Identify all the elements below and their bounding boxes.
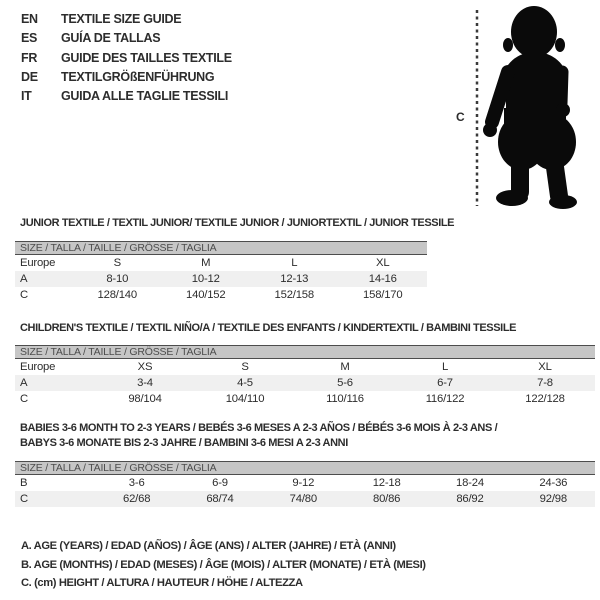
language-row-en	[21, 10, 232, 29]
row-label: C	[20, 289, 28, 301]
table-row-a	[15, 271, 427, 287]
language-label: GUIDA ALLE TAGLIE TESSILI	[61, 89, 229, 104]
size-value: 104/110	[225, 393, 265, 405]
table-row-a	[15, 375, 595, 391]
language-list	[21, 10, 232, 106]
size-value: 12-18	[372, 477, 401, 489]
size-value: 14-16	[368, 273, 397, 285]
language-code: FR	[21, 50, 38, 65]
section-title: JUNIOR TEXTILE / TEXTIL JUNIOR/ TEXTILE JUNIOR / JUNIORTEXTIL / JUNIOR TESSILE	[20, 217, 455, 229]
table-header-row	[15, 359, 595, 375]
language-row-fr	[21, 49, 232, 68]
language-label: TEXTILE SIZE GUIDE	[61, 12, 182, 26]
size-value: 10-12	[191, 273, 220, 285]
size-value: 110/116	[326, 393, 364, 405]
size-value: 86/92	[456, 493, 484, 505]
table-row-c	[15, 287, 427, 303]
section-title: CHILDREN'S TEXTILE / TEXTIL NIÑO/A / TEXTILE DES ENFANTS / KINDERTEXTIL / BAMBINI TESSILE	[20, 322, 517, 334]
size-header-bar: SIZE / TALLA / TAILLE / GRÖSSE / TAGLIA	[15, 345, 595, 359]
section-junior-textile	[15, 216, 455, 303]
size-value: 80/86	[373, 493, 401, 505]
size-value: 152/158	[274, 289, 314, 301]
language-row-es	[21, 29, 232, 48]
size-value: 6-9	[212, 477, 228, 489]
row-label: C	[20, 393, 28, 405]
column-header: XS	[137, 361, 153, 373]
table-header-row	[15, 255, 427, 271]
column-header: XL	[376, 257, 390, 269]
size-value: 4-5	[237, 377, 253, 389]
size-value: 98/104	[128, 393, 162, 405]
size-value: 8-10	[106, 273, 129, 285]
language-label: GUÍA DE TALLAS	[61, 31, 161, 46]
junior-size-table	[15, 241, 427, 303]
size-value: 7-8	[537, 377, 553, 389]
column-header: S	[113, 257, 121, 269]
row-label: A	[20, 377, 28, 389]
size-value: 62/68	[123, 493, 151, 505]
measurement-label-c: C	[456, 110, 465, 124]
table-row-c	[15, 391, 595, 407]
column-header: M	[340, 361, 350, 373]
size-value: 158/170	[363, 289, 403, 301]
row-label: A	[20, 273, 28, 285]
note-c: C. (cm) HEIGHT / ALTURA / HAUTEUR / HÖHE / ALTEZZA	[21, 577, 303, 590]
column-header: Europe	[20, 361, 56, 373]
section-title-line2: BABYS 3-6 MONATE BIS 2-3 JAHRE / BAMBINI 3-6 MESI A 2-3 ANNI	[20, 437, 348, 449]
table-row-b	[15, 475, 595, 491]
baby-silhouette	[483, 6, 577, 209]
column-header: Europe	[20, 257, 56, 269]
column-header: L	[441, 361, 449, 373]
size-value: 3-6	[128, 477, 145, 489]
note-a: A. AGE (YEARS) / EDAD (AÑOS) / ÂGE (ANS) / ALTER (JAHRE) / ETÀ (ANNI)	[21, 540, 396, 552]
language-row-it	[21, 87, 232, 106]
size-value: 9-12	[292, 477, 315, 489]
babies-size-table	[15, 461, 595, 507]
section-babies-textile	[15, 421, 595, 507]
size-value: 18-24	[456, 477, 484, 489]
language-code: ES	[21, 31, 38, 46]
size-value: 12-13	[280, 273, 309, 285]
legend-notes	[21, 537, 426, 593]
language-code: DE	[21, 69, 38, 84]
size-value: 24-36	[539, 477, 568, 489]
size-header-bar: SIZE / TALLA / TAILLE / GRÖSSE / TAGLIA	[15, 461, 595, 475]
size-value: 6-7	[437, 377, 453, 389]
language-code: EN	[21, 12, 38, 26]
table-row-c	[15, 491, 595, 507]
column-header: XL	[538, 361, 552, 373]
language-label: GUIDE DES TAILLES TEXTILE	[61, 50, 232, 65]
size-value: 74/80	[289, 493, 317, 505]
size-header-bar: SIZE / TALLA / TAILLE / GRÖSSE / TAGLIA	[15, 241, 427, 255]
column-header: L	[291, 257, 298, 269]
size-value: 68/74	[206, 493, 234, 505]
column-header: M	[201, 257, 211, 269]
row-label: C	[20, 493, 28, 505]
baby-silhouette-figure	[440, 0, 600, 215]
row-label: B	[20, 477, 28, 489]
language-code: IT	[21, 89, 32, 104]
size-value: 116/122	[425, 393, 465, 405]
size-value: 128/140	[97, 289, 137, 301]
size-value: 140/152	[186, 289, 226, 301]
size-value: 5-6	[337, 377, 353, 389]
size-value: 3-4	[137, 377, 153, 389]
note-b: B. AGE (MONTHS) / EDAD (MESES) / ÂGE (MOIS) / ALTER (MONATE) / ETÀ (MESI)	[21, 558, 426, 571]
section-title: BABIES 3-6 MONTH TO 2-3 YEARS / BEBÉS 3-6 MESES A 2-3 AÑOS / BÉBÉS 3-6 MOIS À 2-3 ANS /	[20, 422, 498, 434]
children-size-table	[15, 345, 595, 407]
language-label: TEXTILGRÖßENFÜHRUNG	[61, 69, 215, 84]
size-value: 122/128	[525, 393, 565, 405]
size-value: 92/98	[539, 493, 567, 505]
section-childrens-textile	[15, 321, 595, 407]
language-row-de	[21, 68, 232, 87]
column-header: S	[241, 361, 249, 373]
